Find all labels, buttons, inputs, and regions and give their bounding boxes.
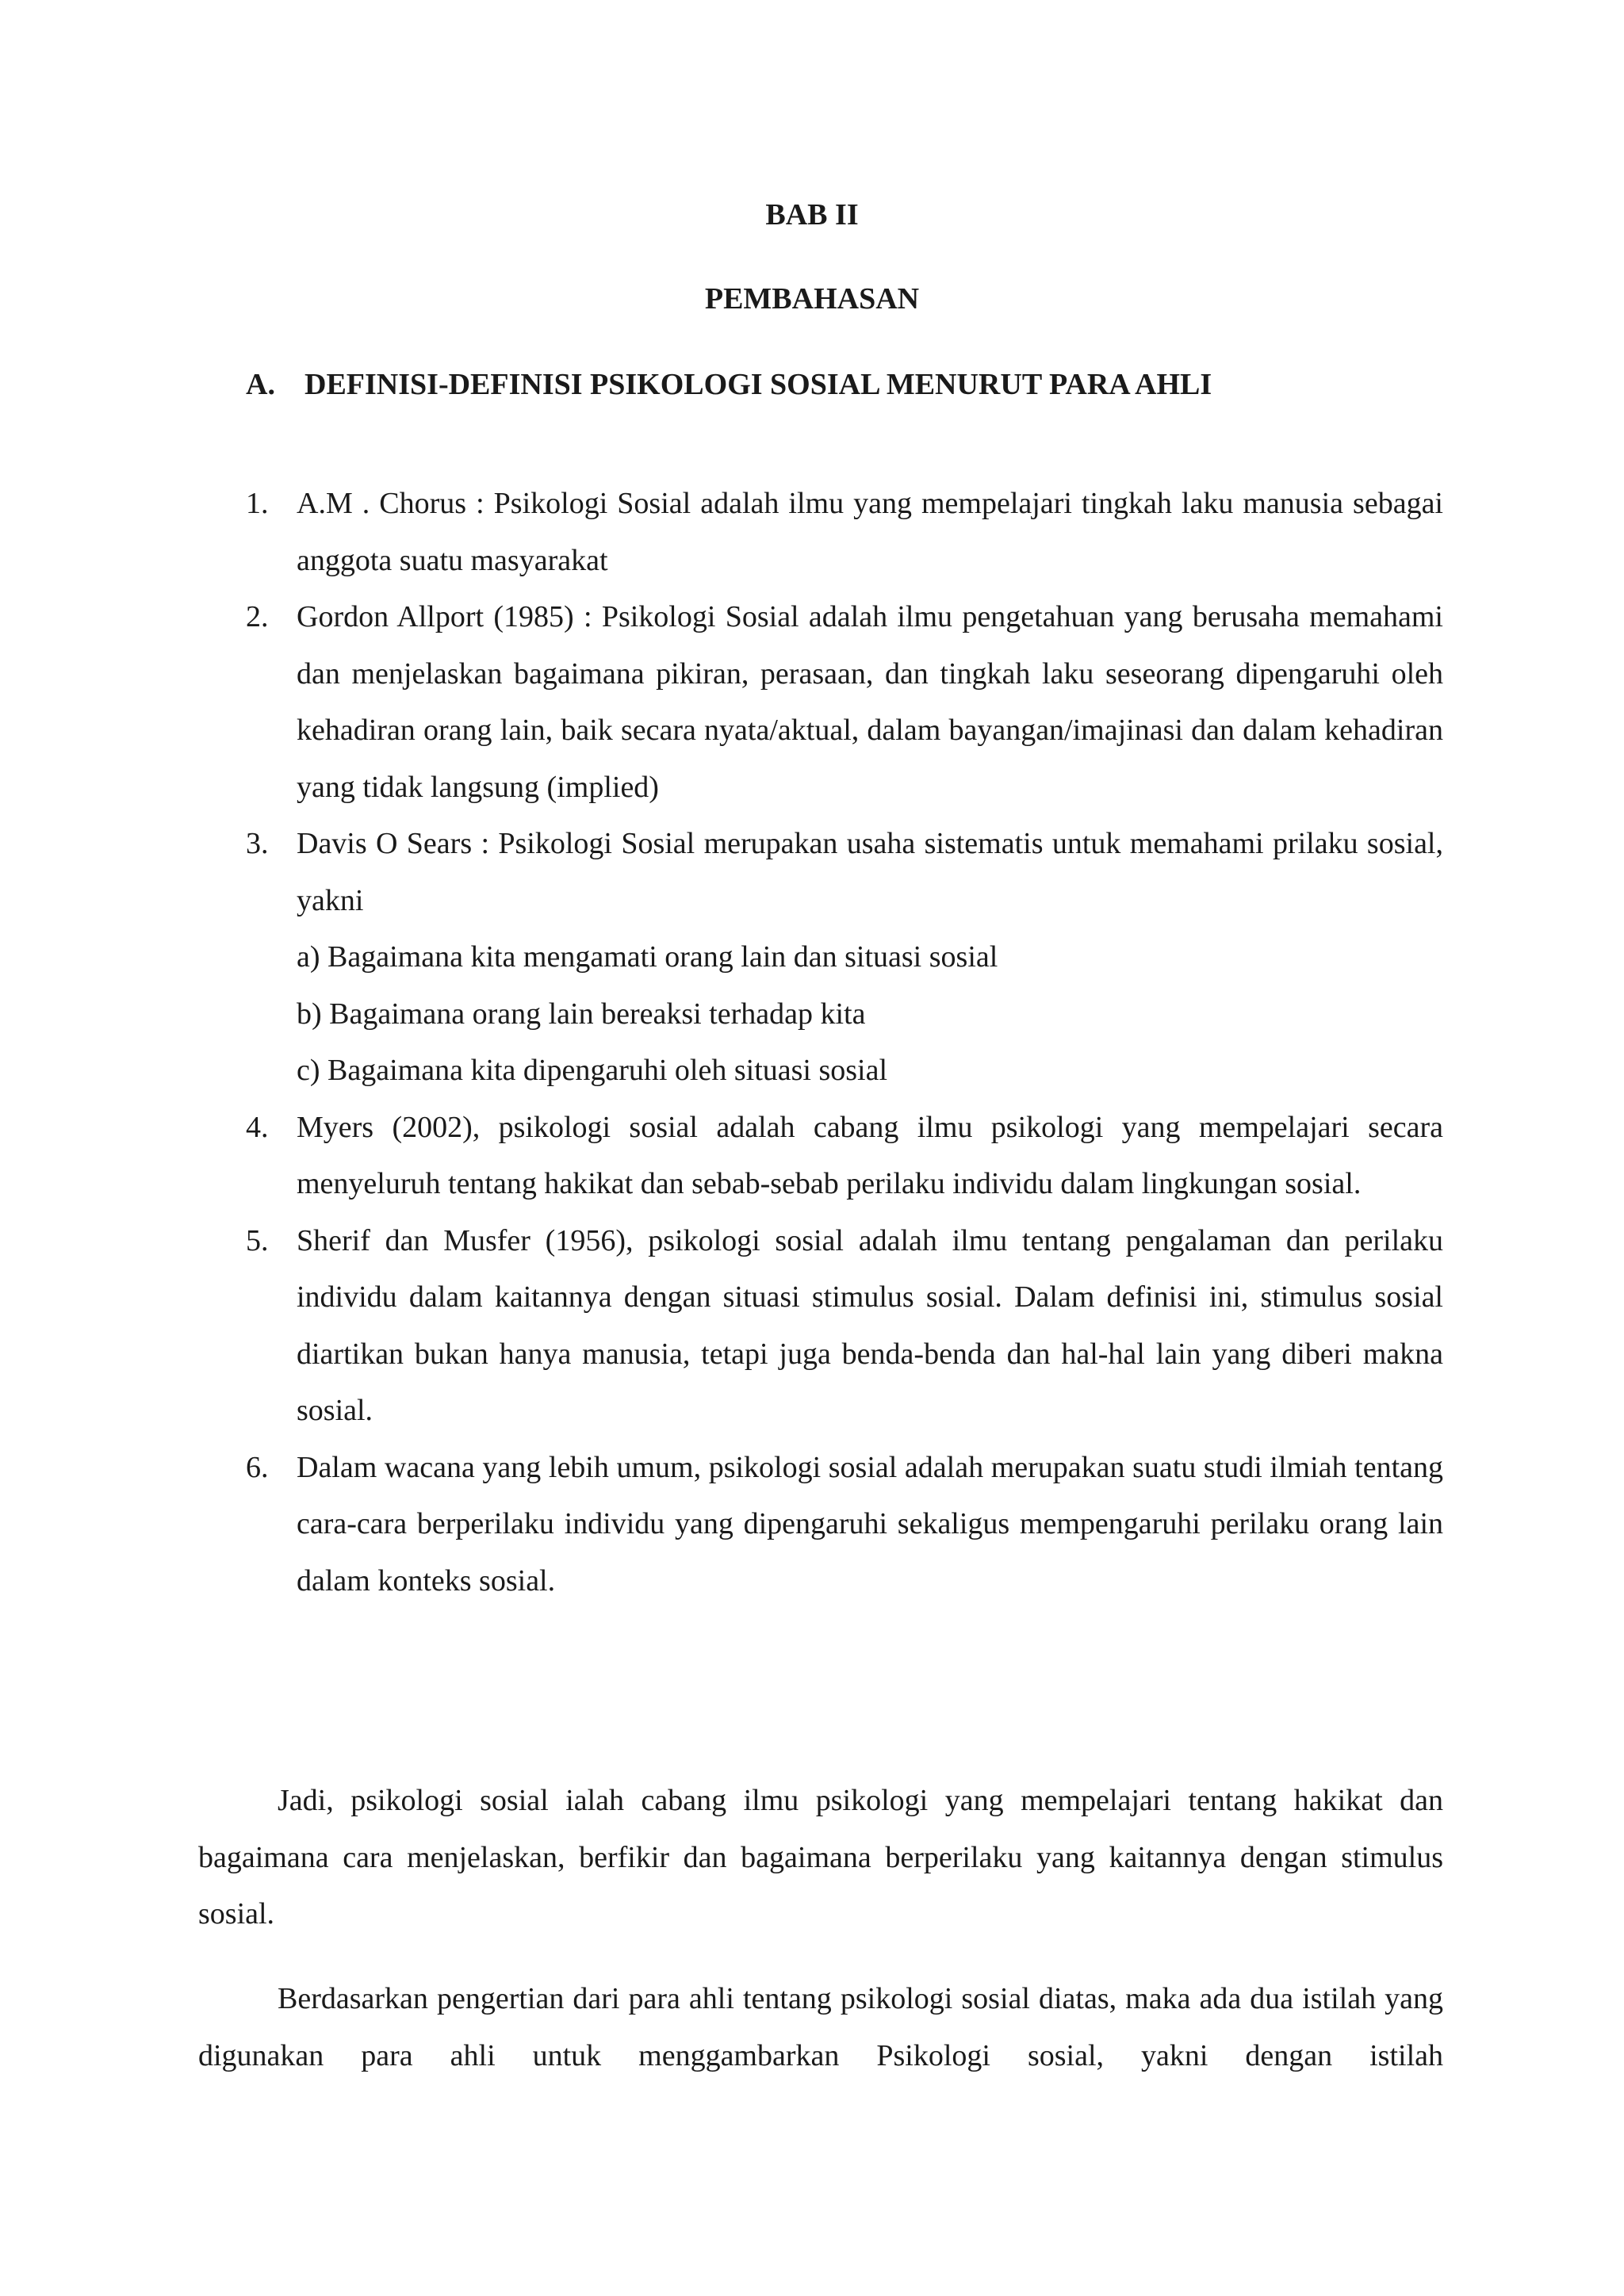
sub-list-item: a) Bagaimana kita mengamati orang lain dan situasi sosial (297, 940, 998, 974)
list-item-text: Davis O Sears : Psikologi Sosial merupakan usaha sistematis untuk memahami prilaku sosial, yakni (297, 827, 1443, 917)
sub-list-item: b) Bagaimana orang lain bereaksi terhadap kita (297, 997, 866, 1031)
section-letter: A. (246, 368, 275, 401)
list-item-number: 4. (246, 1110, 269, 1144)
sub-list-item: c) Bagaimana kita dipengaruhi oleh situasi sosial (297, 1054, 888, 1087)
body-paragraph: Berdasarkan pengertian dari para ahli tentang psikologi sosial diatas, maka ada dua istilah yang digunakan para ahli untuk menggambarkan Psikologi sosial, yakni dengan istilah (198, 1982, 1443, 2072)
list-item-number: 1. (246, 487, 269, 520)
list-item-text: A.M . Chorus : Psikologi Sosial adalah ilmu yang mempelajari tingkah laku manusia sebagai anggota suatu masyarakat (297, 487, 1443, 577)
list-item-text: Myers (2002), psikologi sosial adalah cabang ilmu psikologi yang mempelajari secara menyeluruh tentang hakikat dan sebab-sebab perilaku individu dalam lingkungan sosial. (297, 1110, 1443, 1200)
list-item (238, 816, 1443, 1100)
chapter-title: PEMBAHASAN (704, 282, 920, 316)
list-item-number: 2. (246, 600, 269, 633)
section-heading (246, 369, 1212, 400)
definitions-list (238, 476, 1443, 1609)
list-item-text: Sherif dan Musfer (1956), psikologi sosial adalah ilmu tentang pengalaman dan perilaku individu dalam kaitannya dengan situasi stimulus sosial. Dalam definisi ini, stimulus sosial diartikan bukan hanya manusia, tetapi juga benda-benda dan hal-hal lain yang diberi makna sosial. (297, 1223, 1443, 1427)
list-item (238, 1213, 1443, 1440)
section-title: DEFINISI-DEFINISI PSIKOLOGI SOSIAL MENURUT PARA AHLI (304, 368, 1212, 401)
list-item (238, 1440, 1443, 1610)
list-item-text: Dalam wacana yang lebih umum, psikologi sosial adalah merupakan suatu studi ilmiah tentang cara-cara berperilaku individu yang dipengaruhi sekaligus mempengaruhi perilaku orang lain dalam konteks sosial. (297, 1450, 1443, 1598)
list-item-number: 6. (246, 1450, 269, 1484)
list-item (238, 1100, 1443, 1213)
sub-list (297, 929, 1443, 1100)
list-item-number: 3. (246, 827, 269, 860)
chapter-number: BAB II (765, 198, 859, 232)
list-item-number: 5. (246, 1223, 269, 1257)
list-item-text: Gordon Allport (1985) : Psikologi Sosial adalah ilmu pengetahuan yang berusaha memahami dan menjelaskan bagaimana pikiran, perasaan, dan tingkah laku seseorang dipengaruhi oleh kehadiran orang lain, baik secara nyata/aktual, dalam bayangan/imajinasi dan dalam kehadiran yang tidak langsung (implied) (297, 600, 1443, 804)
list-item (238, 476, 1443, 589)
body-paragraph: Jadi, psikologi sosial ialah cabang ilmu psikologi yang mempelajari tentang hakikat dan bagaimana cara menjelaskan, berfikir dan bagaimana berperilaku yang kaitannya dengan stimulus sosial. (198, 1784, 1443, 1931)
list-item (238, 589, 1443, 816)
